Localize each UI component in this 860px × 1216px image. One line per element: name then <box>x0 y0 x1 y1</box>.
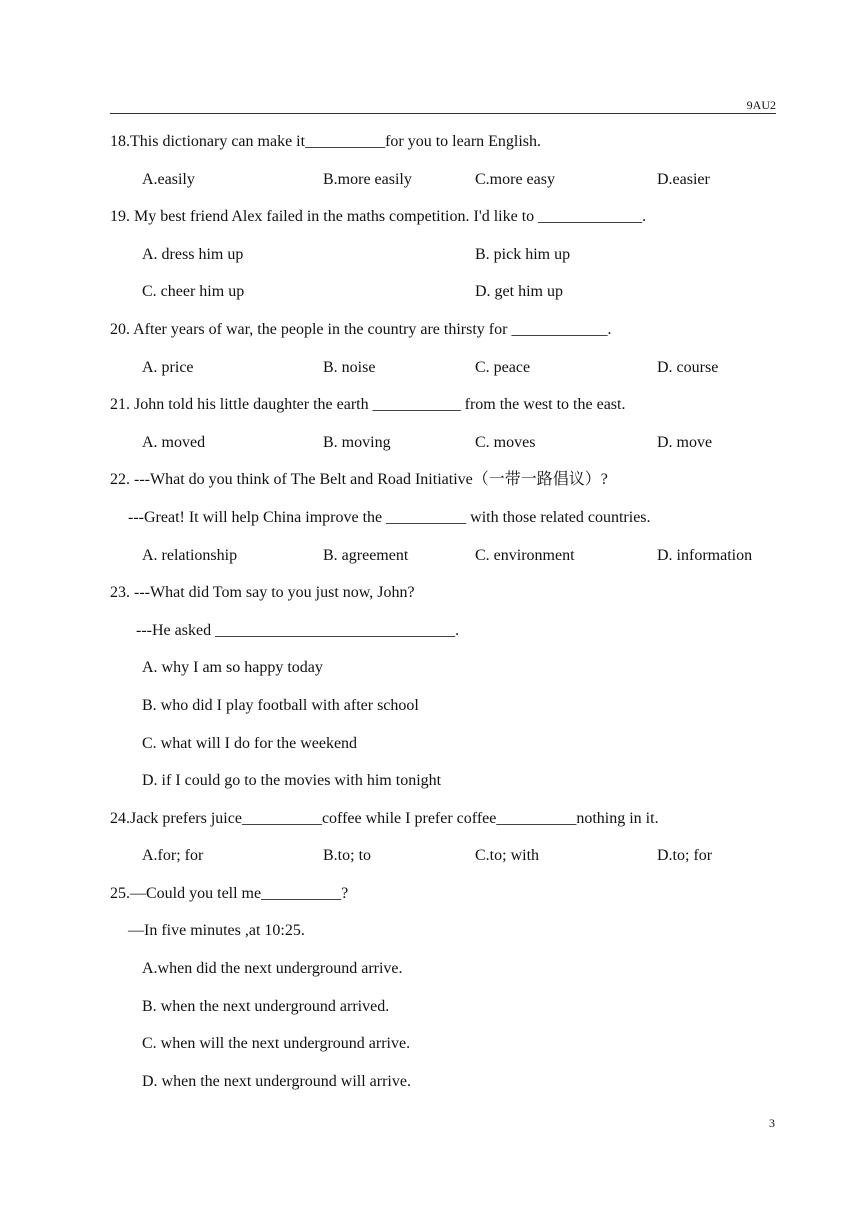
q18-option-d: D.easier <box>657 170 710 188</box>
question-24-stem <box>110 807 776 845</box>
q22-option-c: C. environment <box>475 546 575 564</box>
q18-option-a: A.easily <box>142 170 195 188</box>
question-20-options <box>110 356 776 394</box>
q20-option-d: D. course <box>657 358 719 376</box>
question-18-stem <box>110 130 776 168</box>
q24-option-c: C.to; with <box>475 847 540 865</box>
header-code: 9AU2 <box>746 98 776 112</box>
q21-option-c: C. moves <box>475 433 536 451</box>
q25-blank: __________ <box>261 884 342 902</box>
q21-option-d: D. move <box>657 433 713 451</box>
question-list <box>110 130 776 1107</box>
q19-option-b: B. pick him up <box>475 245 571 263</box>
question-19-options-ab <box>110 243 776 281</box>
question-24-options <box>110 844 776 882</box>
q22-option-a: A. relationship <box>142 546 238 564</box>
q23-option-a: A. why I am so happy today <box>142 659 323 677</box>
q19-option-d: D. get him up <box>475 283 563 301</box>
q22-option-d: D. information <box>657 546 753 564</box>
question-19-stem: 19. My best friend Alex failed in the maths competition. I'd like to _____________. <box>110 208 647 226</box>
header-rule <box>110 113 776 114</box>
q18-option-c: C.more easy <box>475 170 555 188</box>
q24-stem-c: nothing in it. <box>576 809 659 827</box>
page-number: 3 <box>769 1116 775 1130</box>
q24-option-a: A.for; for <box>142 847 204 865</box>
question-22-reply: ---Great! It will help China improve the __________ with those related countries. <box>128 508 651 526</box>
q24-blank-1: __________ <box>241 809 322 827</box>
q18-blank: __________ <box>305 133 386 150</box>
q23-option-c: C. what will I do for the weekend <box>142 734 358 752</box>
q18-stem-pre: 18.This dictionary can make it <box>110 133 306 150</box>
question-18-options <box>110 168 776 206</box>
q22-option-b: B. agreement <box>323 546 409 564</box>
q25-option-d: D. when the next underground will arrive. <box>142 1072 411 1090</box>
q20-option-c: C. peace <box>475 358 531 376</box>
q23-option-d: D. if I could go to the movies with him tonight <box>142 772 442 790</box>
q19-option-c: C. cheer him up <box>142 283 245 301</box>
q18-stem-post: for you to learn English. <box>385 133 542 150</box>
q21-option-b: B. moving <box>323 433 391 451</box>
q24-blank-2: __________ <box>496 809 577 827</box>
q21-option-a: A. moved <box>142 433 206 451</box>
question-21-stem: 21. John told his little daughter the earth ___________ from the west to the east. <box>110 396 626 414</box>
question-20-stem: 20. After years of war, the people in the country are thirsty for ____________. <box>110 320 612 338</box>
q24-option-d: D.to; for <box>657 847 713 865</box>
q25-option-a: A.when did the next underground arrive. <box>142 960 403 978</box>
question-21-options <box>110 431 776 469</box>
q24-stem-a: 24.Jack prefers juice <box>110 809 242 827</box>
q23-option-b: B. who did I play football with after school <box>142 696 419 714</box>
question-22-stem: 22. ---What do you think of The Belt and Road Initiative（一带一路倡议）? <box>110 471 608 489</box>
q25-option-c: C. when will the next underground arrive. <box>142 1035 411 1053</box>
q20-option-b: B. noise <box>323 358 376 376</box>
q25-stem-post: ? <box>341 884 349 902</box>
question-23-stem: 23. ---What did Tom say to you just now, John? <box>110 584 415 602</box>
question-25-reply: —In five minutes ,at 10:25. <box>128 922 305 940</box>
q18-option-b: B.more easily <box>323 170 412 188</box>
q24-stem-b: coffee while I prefer coffee <box>321 809 497 827</box>
q24-option-b: B.to; to <box>323 847 372 865</box>
question-25-stem <box>110 882 776 920</box>
q19-option-a: A. dress him up <box>142 245 244 263</box>
q25-option-b: B. when the next underground arrived. <box>142 997 390 1015</box>
q25-stem-pre: 25.—Could you tell me <box>110 884 262 902</box>
question-22-options <box>110 544 776 582</box>
question-19-options-cd <box>110 280 776 318</box>
q20-option-a: A. price <box>142 358 194 376</box>
question-23-reply: ---He asked ______________________________. <box>136 621 460 639</box>
